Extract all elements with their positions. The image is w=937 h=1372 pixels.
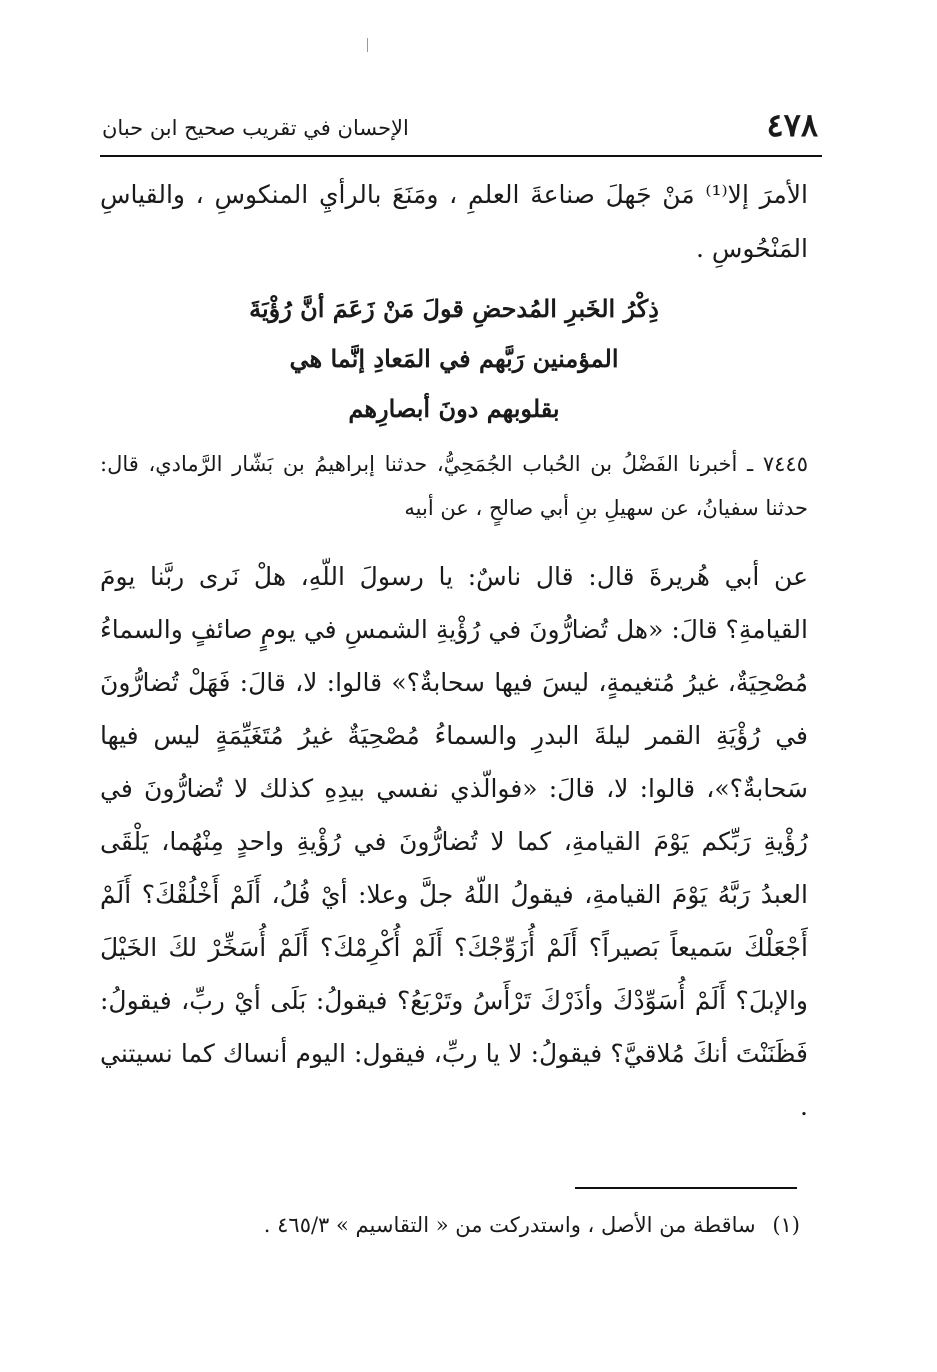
header-rule (100, 155, 822, 157)
running-title: الإحسان في تقريب صحيح ابن حبان (102, 116, 409, 140)
footnote (100, 1205, 800, 1245)
scan-mark (367, 38, 368, 52)
opening-paragraph: الأمرَ إلا⁽¹⁾ مَنْ جَهلَ صناعةَ العلمِ ، ومَنَعَ بالرأيِ المنكوسِ ، والقياسِ المَنْحُوسِ . (100, 180, 808, 263)
page-number: ٤٧٨ (766, 106, 818, 144)
running-header (100, 100, 822, 152)
footnote-rule (575, 1187, 797, 1189)
hadith-text: عن أبي هُريرةَ قال: قال ناسٌ: يا رسولَ اللّهِ، هلْ نَرى ربَّنا يومَ القيامةِ؟ قالَ: «هل تُضارُّونَ في رُؤْيةِ الشمسِ في يومٍ صائفٍ والسماءُ مُصْحِيَةٌ، غيرُ مُتغيمةٍ، ليسَ فيها سحابةٌ؟» قالوا: لا، قالَ: فَهَلْ تُضارُّونَ في رُؤْيَةِ القمر ليلةَ البدرِ والسماءُ مُصْحِيَةٌ غيرُ مُتَغَيِّمَةٍ ليس فيها سَحابةٌ؟»، قالوا: لا، قالَ: «فوالّذي نفسي بيدِهِ كذلك لا تُضارُّونَ في رُؤْيةِ رَبِّكم يَوْمَ القيامةِ، كما لا تُضارُّونَ في رُؤْيةِ واحدٍ مِنْهُما، يَلْقَى العبدُ رَبَّهُ يَوْمَ القيامةِ، فيقولُ اللّهُ جلَّ وعلا: أيْ فُلُ، أَلَمْ أَخْلُقْكَ؟ أَلَمْ أَجْعَلْكَ سَميعاً بَصيراً؟ أَلَمْ أُزَوِّجْكَ؟ أَلَمْ أُكْرِمْكَ؟ أَلَمْ أُسَخِّرْ لكَ الخَيْلَ والإبلَ؟ أَلَمْ أُسَوِّدْكَ وأذَرْكَ تَرْأَسُ وتَرْبَعُ؟ فيقولُ: بَلَى أيْ ربِّ، فيقولُ: فَظَنَنْتَ أنكَ مُلاقيَّ؟ فيقولُ: لا يا ربِّ، فيقول: اليوم أنساك كما نسيتني . (100, 562, 808, 1121)
chapter-title-line: ذِكْرُ الخَبرِ المُدحضِ قولَ مَنْ زَعَمَ أنَّ رُؤْيَةَ (249, 294, 659, 323)
footnote-text: ساقطة من الأصل ، واستدركت من « التقاسيم » ٤٦٥/٣ . (263, 1213, 756, 1237)
chapter-title (100, 284, 808, 434)
main-text (100, 168, 808, 1133)
chapter-title-line: المؤمنين رَبَّهم في المَعادِ إنَّما هي (289, 344, 619, 373)
footnote-marker: (١) (772, 1213, 800, 1237)
chapter-title-line: بقلوبهم دونَ أبصارِهم (348, 394, 560, 423)
hadith-chain: ٧٤٤٥ ـ أخبرنا الفَضْلُ بن الحُباب الجُمَحِيُّ، حدثنا إبراهيمُ بن بَشّار الرَّمادي، قال: حدثنا سفيانُ، عن سهيلِ بنِ أبي صالحٍ ، عن أبيه (100, 452, 808, 520)
